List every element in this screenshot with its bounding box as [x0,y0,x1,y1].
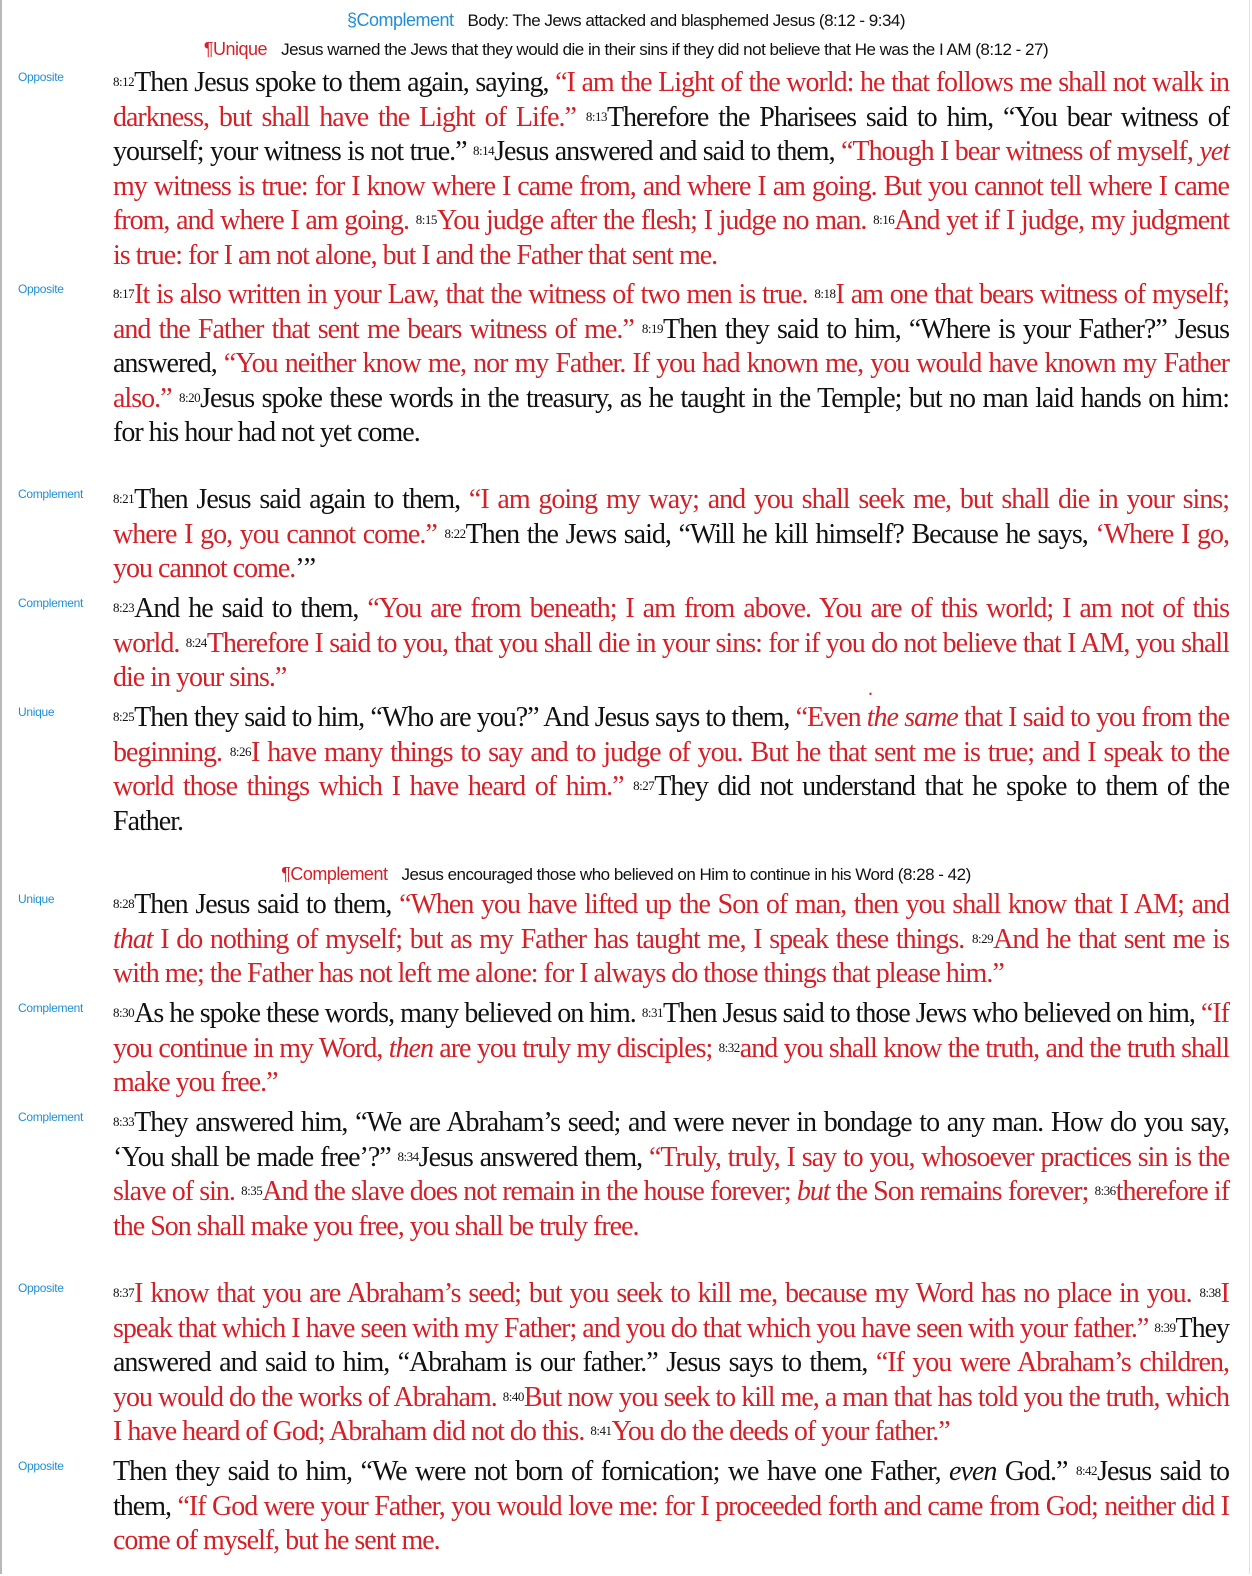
block-label: Opposite [18,282,64,296]
heading-title: Jesus encouraged those who believed on Him to continue in his Word (8:28 - 42) [401,865,971,884]
spoken-words: ‘Where I go, you cannot come. [113,518,1230,585]
narrative-text: They did not understand that he spoke to them of the Father. [113,771,1230,837]
spoken-words: “If you were Abraham’s children, you would do the works of Abraham. [113,1347,1229,1413]
verse-number: 8:31 [641,1005,663,1020]
verse-number: 8:42 [1075,1463,1098,1478]
verse-number: 8:29 [971,930,994,946]
verse-text [113,592,1229,696]
narrative-text: Therefore the Pharisees said to him, “You bear witness of yourself; your witness is not true.” [113,101,1230,168]
spoken-words: “Truly, truly, I say to you, whosoever practices sin is the slave of sin. [113,1141,1230,1208]
narrative-text: Jesus said to them, [113,1456,1229,1522]
verse-number: 8:41 [590,1423,612,1439]
heading-title: Body: The Jews attacked and blasphemed Jesus (8:12 - 9:34) [467,11,906,30]
verse-text [113,701,1229,839]
narrative-text: As he spoke these words, many believed on him. [134,998,642,1029]
spoken-words: “Even [795,702,867,733]
verse-number: 8:24 [185,634,207,650]
verse-number: 8:13 [585,108,607,124]
spoken-words: And he that sent me is with me; the Father has not left me alone: for I always do those things that please him.” [113,923,1230,990]
paragraph-heading-complement [0,864,1252,885]
verse-number: 8:26 [229,743,252,759]
spoken-words: I have many things to say and to judge of you. But he that sent me is true; and I speak to the world those things which I have heard of him.” [113,736,1229,803]
emphasis-text: but [796,1176,830,1208]
emphasis-text: even [949,1456,997,1487]
spoken-words: “When you have lifted up the Son of man, then you shall know that I AM; and [399,889,1229,920]
verse-text [113,1106,1229,1244]
verse-text [113,888,1229,992]
narrative-text: Then Jesus said to those Jews who believed on him, [662,998,1201,1029]
narrative-text: Then Jesus said again to them, [134,484,469,515]
verse-number: 8:22 [444,525,466,541]
verse-text [113,1455,1229,1559]
spoken-words: It is also written in your Law, that the witness of two men is true. [134,279,815,310]
heading-title: Jesus warned the Jews that they would die in their sins if they did not believe that He was the I AM (8:12 - 27) [281,40,1049,59]
verse-text [113,997,1229,1101]
block-label: Complement [18,487,84,501]
spoken-words: the Son remains forever; [829,1176,1095,1208]
narrative-text: They answered and said to him, “Abraham is our father.” Jesus says to them, [113,1312,1230,1379]
spoken-words: Therefore I said to you, that you shall die in your sins: for if you do not believe that I AM, you shall die in your sins.” [113,627,1229,694]
verse-number: 8:40 [502,1388,524,1404]
spoken-words: are you truly my disciples; [432,1032,719,1064]
spoken-words: that I said to you from the beginning. [113,702,1229,768]
verse-number: 8:16 [873,212,895,228]
verse-text [113,1277,1229,1450]
spoken-words: And the slave does not remain in the house forever; [262,1176,797,1208]
verse-number: 8:37 [113,1285,135,1300]
heading-tag: ¶Unique [203,39,268,59]
verse-number: 8:19 [641,320,664,336]
narrative-text: Jesus answered them, [418,1141,649,1173]
section-heading-body [0,10,1252,31]
spoken-words: “If God were your Father, you would love me: for I proceeded forth and came from God; neither did I come of myself, but he sent me. [113,1490,1229,1557]
verse-number: 8:30 [113,1005,135,1020]
narrative-text: Jesus spoke these words in the treasury, as he taught in the Temple; but no man laid hands on him: for his hour had not yet come. [113,382,1229,449]
narrative-text: Then the Jews said, “Will he kill himself? Because he says, [465,518,1096,550]
verse-number: 8:12 [113,74,135,89]
verse-number: 8:38 [1199,1285,1221,1300]
verse-number: 8:21 [113,491,135,506]
spoken-words: But now you seek to kill me, a man that has told you the truth, which I have heard of God; Abraham did not do this. [113,1381,1229,1448]
verse-number: 8:39 [1154,1319,1176,1335]
narrative-text [172,383,179,414]
emphasis-text: the same [866,702,958,733]
paragraph-heading-unique [0,39,1252,60]
heading-tag: ¶Complement [281,864,388,884]
block-label: Unique [18,705,55,719]
block-label: Opposite [18,1281,64,1295]
emphasis-text: that [113,923,153,955]
block-label: Complement [18,1001,84,1015]
verse-number: 8:36 [1094,1183,1116,1199]
verse-number: 8:14 [473,143,495,159]
verse-number: 8:23 [113,600,135,615]
heading-tag: §Complement [346,10,454,30]
spoken-words: “Though I bear witness of myself, [841,136,1200,168]
spoken-words: my witness is true: for I know where I came from, and where I am going. But you cannot tell where I came from, and where I am going. [113,170,1229,237]
verse-number: 8:27 [633,778,655,794]
spoken-words: And yet if I judge, my judgment is true: for I am not alone, but I and the Father that sent me. [113,205,1230,271]
spoken-words: You judge after the flesh; I judge no man. [436,205,874,237]
verse-number: 8:32 [718,1039,740,1055]
narrative-text: Jesus answered and said to them, [494,136,842,168]
block-label: Opposite [18,70,64,84]
spoken-words: You do the deeds of your father.” [611,1416,950,1448]
narrative-text [576,102,586,133]
verse-number: 8:35 [241,1183,263,1199]
verse-number: 8:17 [113,286,135,301]
verse-text [113,483,1229,587]
spoken-words: I know that you are Abraham’s seed; but you seek to kill me, because my Word has no place in you. [134,1278,1200,1309]
spoken-words: therefore if the Son shall make you free, you shall be truly free. [113,1176,1230,1242]
verse-number: 8:33 [113,1114,135,1129]
verse-number: 8:18 [814,286,836,301]
narrative-text: And he said to them, [134,593,368,624]
narrative-text: Then they said to him, “Where is your Father?” Jesus answered, [113,313,1230,380]
emphasis-text: yet [1199,136,1229,168]
spoken-words: “You are from beneath; I am from above. You are of this world; I am not of this world. [113,593,1229,659]
stray-mark: . [868,678,873,700]
verse-number: 8:20 [178,389,201,405]
narrative-text: Then they said to him, “Who are you?” And Jesus says to them, [134,702,796,733]
narrative-text: They answered him, “We are Abraham’s seed; and were never in bondage to any man. How do you say, ‘You shall be made free’?” [113,1107,1229,1173]
spoken-words: “I am going my way; and you shall seek me, but shall die in your sins; where I go, you cannot come.” [113,484,1229,550]
spoken-words: and you shall know the truth, and the truth shall make you free.” [113,1032,1229,1099]
spoken-words: I speak that which I have seen with my Father; and you do that which you have seen with your father.” [113,1278,1229,1344]
narrative-text: Then they said to him, “We were not born of fornication; we have one Father, [113,1456,950,1487]
block-label: Unique [18,892,55,906]
verse-number: 8:25 [113,709,135,724]
narrative-text [624,771,634,802]
narrative-text: Then Jesus spoke to them again, saying, [134,67,556,98]
block-label: Complement [18,596,84,610]
narrative-text: Then Jesus said to them, [134,889,400,920]
spoken-words: “I am the Light of the world: he that follows me shall not walk in darkness, but shall have the Light of Life.” [113,67,1230,133]
spoken-words: I do nothing of myself; but as my Father has taught me, I speak these things. [152,923,972,955]
spoken-words: “You neither know me, nor my Father. If you had known me, you would have known my Father also.” [113,348,1229,414]
spoken-words: “If you continue in my Word, [113,998,1229,1064]
emphasis-text: then [388,1032,433,1064]
spoken-words: I am one that bears witness of myself; and the Father that sent me bears witness of me.” [113,279,1229,345]
verse-number: 8:28 [113,896,135,911]
narrative-text [634,314,642,345]
narrative-text: ’” [295,553,316,585]
verse-number: 8:15 [415,212,437,228]
verse-text [113,66,1229,274]
narrative-text: God.” [996,1456,1076,1487]
block-label: Complement [18,1110,84,1124]
verse-text [113,278,1229,451]
block-label: Opposite [18,1459,64,1473]
verse-number: 8:34 [397,1148,419,1164]
